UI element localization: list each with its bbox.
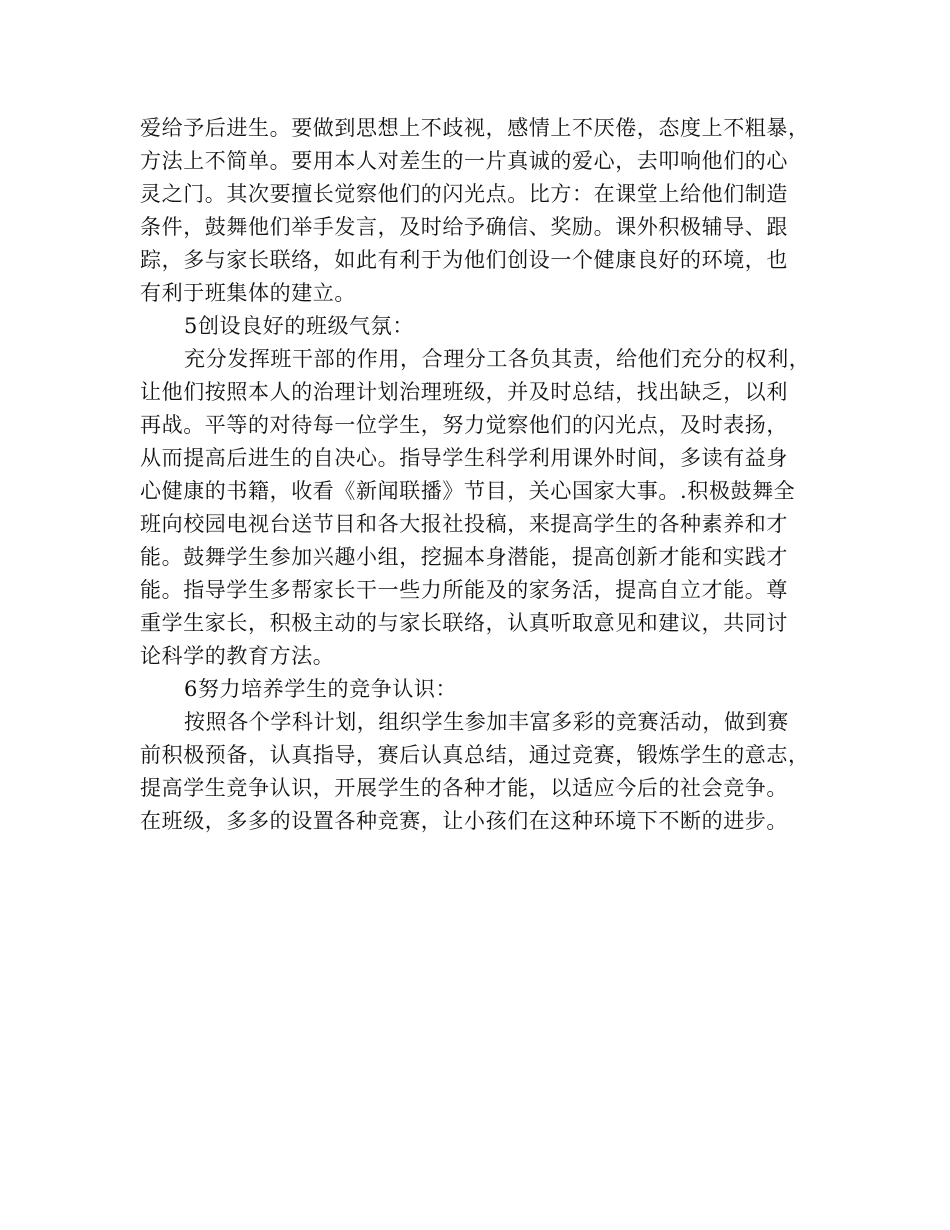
- text-line: 在班级，多多的设置各种竞赛，让小孩们在这种环境下不断的进步。: [140, 809, 788, 833]
- text-line: 条件，鼓舞他们举手发言，及时给予确信、奖励。课外积极辅导、跟: [140, 215, 788, 239]
- text-line: 充分发挥班干部的作用，合理分工各负其责，给他们充分的权利，: [184, 347, 811, 371]
- text-line: 灵之门。其次要擅长觉察他们的闪光点。比方：在课堂上给他们制造: [140, 182, 788, 206]
- text-line: 班向校园电视台送节目和各大报社投稿，来提高学生的各种素养和才: [140, 512, 788, 536]
- text-line: 心健康的书籍，收看《新闻联播》节目，关心国家大事。.积极鼓舞全: [140, 479, 796, 503]
- text-line: 前积极预备，认真指导，赛后认真总结，通过竞赛，锻炼学生的意志，: [140, 743, 810, 767]
- text-line: 踪，多与家长联络，如此有利于为他们创设一个健康良好的环境，也: [140, 248, 788, 272]
- text-line: 提高学生竞争认识，开展学生的各种才能，以适应今后的社会竞争。: [140, 776, 788, 800]
- text-line: 能。指导学生多帮家长干一些力所能及的家务活，提高自立才能。尊: [140, 578, 788, 602]
- text-line: 从而提高后进生的自决心。指导学生科学利用课外时间，多读有益身: [140, 446, 788, 470]
- text-line: 再战。平等的对待每一位学生，努力觉察他们的闪光点，及时表扬，: [140, 413, 788, 437]
- text-line: 论科学的教育方法。: [140, 644, 335, 668]
- text-line: 按照各个学科计划，组织学生参加丰富多彩的竞赛活动，做到赛: [184, 710, 789, 734]
- body-text: [140, 112, 840, 838]
- text-line: 让他们按照本人的治理计划治理班级，并及时总结，找出缺乏，以利: [140, 380, 788, 404]
- text-line: 有利于班集体的建立。: [140, 281, 356, 305]
- section-heading-5: 5创设良好的班级气氛：: [184, 314, 414, 338]
- text-line: 方法上不简单。要用本人对差生的一片真诚的爱心，去叩响他们的心: [140, 149, 788, 173]
- text-line: 能。鼓舞学生参加兴趣小组，挖掘本身潜能，提高创新才能和实践才: [140, 545, 788, 569]
- section-heading-6: 6努力培养学生的竞争认识：: [184, 677, 458, 701]
- text-line: 重学生家长，积极主动的与家长联络，认真听取意见和建议，共同讨: [140, 611, 788, 635]
- text-line: 爱给予后进生。要做到思想上不歧视，感情上不厌倦，态度上不粗暴，: [140, 116, 810, 140]
